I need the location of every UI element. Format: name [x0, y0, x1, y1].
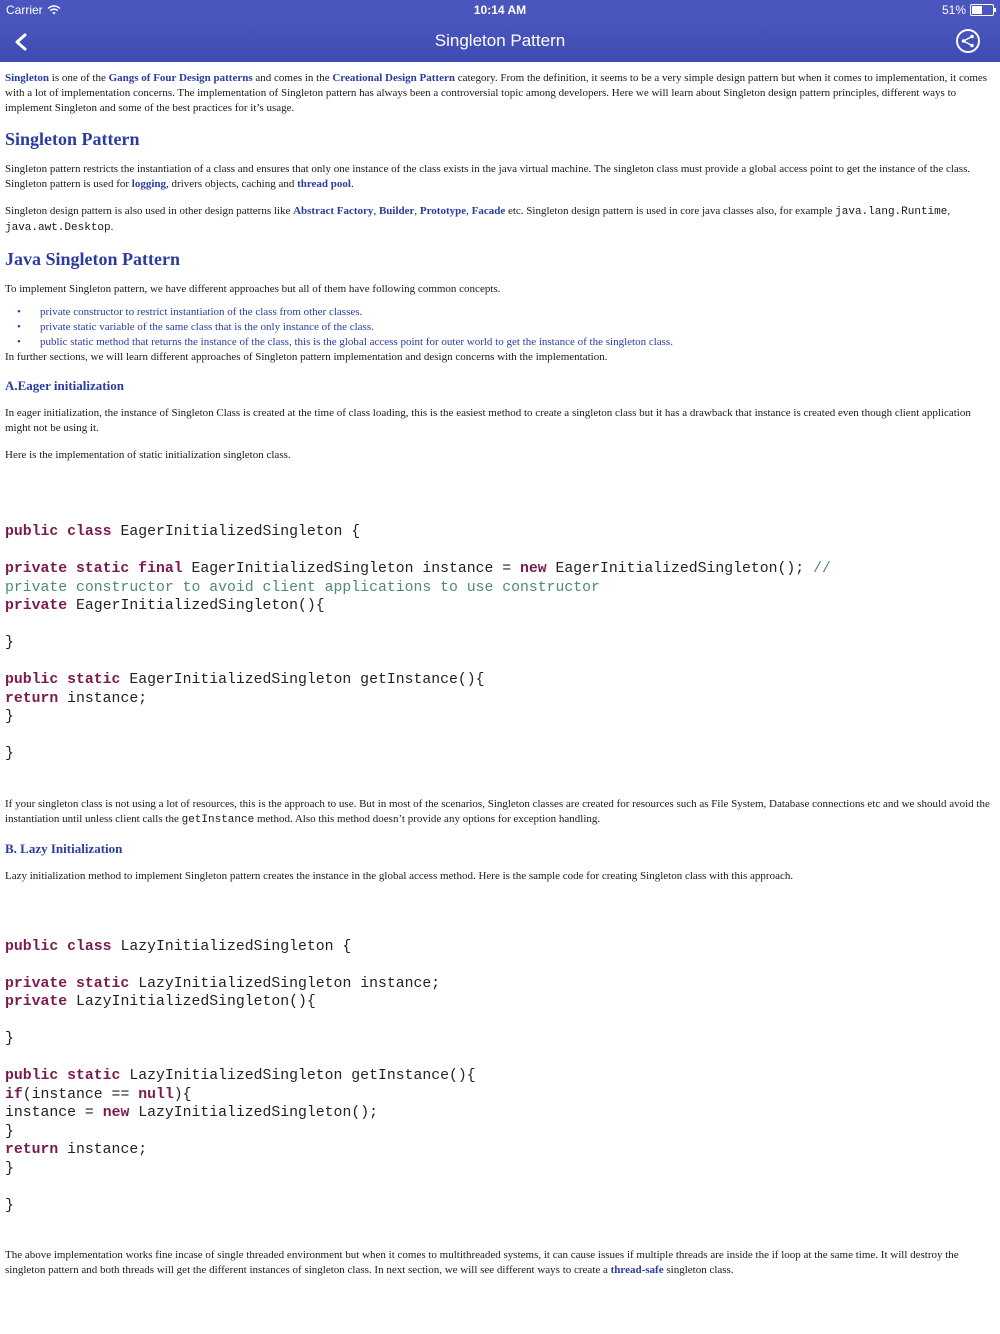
paragraph-further: In further sections, we will learn different approaches of Singleton pattern implementation and design concerns with the implementation. — [5, 351, 608, 363]
status-bar — [0, 0, 1000, 22]
code-text: LazyInitializedSingleton(); — [129, 1105, 378, 1121]
carrier-label: Carrier — [6, 3, 43, 17]
logging-link[interactable]: logging — [131, 178, 167, 190]
thread-safe-link[interactable]: thread-safe — [610, 1264, 664, 1276]
prototype-link[interactable]: Prototype — [419, 205, 467, 217]
code-text: instance; — [58, 1142, 148, 1158]
gof-link[interactable]: Gangs of Four Design patterns — [108, 72, 253, 84]
text: . — [110, 221, 114, 233]
facade-link[interactable]: Facade — [471, 205, 506, 217]
singleton-link[interactable]: Singleton — [5, 72, 50, 84]
code-text: EagerInitializedSingleton { — [111, 524, 361, 540]
text: , — [373, 205, 379, 217]
code-text: } — [5, 1197, 14, 1214]
code-text: } — [5, 709, 14, 725]
text: etc. Singleton design pattern is used in core java classes also, for example — [505, 205, 836, 217]
heading-lazy: B. Lazy Initialization — [5, 840, 123, 856]
thread-pool-link[interactable]: thread pool — [297, 178, 351, 190]
builder-link[interactable]: Builder — [378, 205, 415, 217]
code-text: } — [5, 1031, 14, 1047]
keyword: return — [5, 1142, 59, 1158]
code-text: (instance == — [22, 1086, 139, 1103]
code-text: } — [5, 1123, 14, 1140]
text: . — [350, 178, 354, 190]
list-item: • public static method that returns the instance of the class, this is the global access point for outer world to get the instance of the singleton class. — [40, 335, 990, 350]
text: , — [947, 205, 951, 217]
abstract-factory-link[interactable]: Abstract Factory — [293, 205, 374, 217]
share-icon — [955, 28, 981, 54]
keyword: null — [138, 1086, 174, 1103]
paragraph-eager-impl: Here is the implementation of static initialization singleton class. — [5, 449, 291, 461]
text: , — [466, 205, 472, 217]
code-text: } — [5, 635, 14, 651]
battery-icon — [970, 4, 994, 16]
paragraph-lazy-notes — [5, 1248, 990, 1278]
code-text: EagerInitializedSingleton(){ — [67, 598, 325, 614]
list-item: • private static variable of the same class that is the only instance of the class. — [40, 320, 990, 335]
code-text: EagerInitializedSingleton instance = — [182, 561, 521, 577]
code-text: LazyInitializedSingleton(){ — [67, 994, 316, 1010]
code-block-eager — [5, 523, 990, 764]
keyword: public class — [5, 524, 112, 540]
keyword: public static — [5, 672, 121, 688]
status-time: 10:14 AM — [473, 3, 527, 17]
paragraph-eager-notes — [5, 797, 990, 828]
inline-code-runtime: java.lang.Runtime — [835, 206, 948, 218]
heading-java-singleton: Java Singleton Pattern — [5, 249, 180, 269]
text: and comes in the — [252, 72, 333, 84]
code-text: LazyInitializedSingleton getInstance(){ — [120, 1068, 476, 1084]
code-text: instance; — [58, 690, 148, 707]
keyword: private — [5, 598, 68, 614]
code-text: EagerInitializedSingleton(); — [546, 561, 814, 577]
code-text: EagerInitializedSingleton getInstance(){ — [120, 672, 485, 688]
keyword: private static — [5, 975, 130, 992]
code-text: } — [5, 746, 14, 762]
paragraph-definition — [5, 162, 990, 192]
keyword: private — [5, 994, 68, 1010]
article-content — [5, 64, 990, 1290]
code-text: } — [5, 1160, 14, 1177]
keyword: return — [5, 690, 59, 707]
page-title: Singleton Pattern — [434, 31, 566, 50]
text: If your singleton class is not using a lot of resources, this is the approach to use. But in most of the scenarios, Singleton classes are created for resources such as File System, Database connections etc and we should avoid the instantiation until unless client calls the — [5, 797, 990, 825]
text: Singleton design pattern is also used in other design patterns like — [5, 205, 294, 217]
keyword: if — [5, 1086, 23, 1103]
text: is one of the — [49, 72, 109, 84]
concepts-list — [5, 305, 990, 350]
inline-code-desktop: java.awt.Desktop — [5, 222, 111, 234]
text: category. From the definition, it seems to be a very simple design pattern but when it comes to implementation, it comes with a lot of implementation concerns. The implementation of Singleton pattern has always been a controversial topic among developers. Here we will learn about Singleton design pattern principles, different ways to implement Singleton and some of the best practices for it’s usage. — [5, 72, 988, 114]
keyword: new — [520, 561, 547, 577]
list-item: • private constructor to restrict instantiation of the class from other classes. — [40, 305, 990, 320]
creational-link[interactable]: Creational Design Pattern — [332, 72, 455, 84]
share-button[interactable] — [955, 28, 981, 54]
code-text: LazyInitializedSingleton instance; — [129, 975, 441, 992]
keyword: new — [102, 1105, 130, 1121]
battery-percent: 51% — [941, 3, 966, 17]
intro-paragraph — [5, 71, 990, 116]
keyword: public class — [5, 938, 112, 955]
paragraph-lazy: Lazy initialization method to implement Singleton pattern creates the instance in the global access method. Here is the sample code for creating Singleton class with this approach. — [5, 869, 794, 882]
text: method. Also this method doesn’t provide any options for exception handling. — [254, 812, 601, 825]
code-comment: // — [813, 561, 831, 577]
code-comment: private constructor to avoid client applications to use constructor — [5, 579, 600, 596]
paragraph-usage — [5, 204, 990, 236]
paragraph-concepts-intro: To implement Singleton pattern, we have different approaches but all of them have following common concepts. — [5, 283, 501, 295]
text: , drivers objects, caching and — [166, 178, 298, 190]
status-right — [942, 3, 994, 17]
code-text: instance = — [5, 1105, 103, 1121]
keyword: private static final — [5, 561, 183, 577]
code-block-lazy — [5, 938, 990, 1216]
code-text: ){ — [173, 1086, 192, 1103]
code-text: LazyInitializedSingleton { — [111, 938, 352, 955]
nav-bar — [0, 22, 1000, 62]
text: , — [414, 205, 420, 217]
text: The above implementation works fine incase of single threaded environment but when it comes to multithreaded systems, it can cause issues if multiple threads are inside the if loop at the same time. It will destroy the singleton pattern and both threads will get the different instances of singleton class. In next section, we will see different ways to create a — [5, 1249, 959, 1276]
heading-singleton-pattern: Singleton Pattern — [5, 129, 140, 149]
text: singleton class. — [663, 1264, 734, 1276]
battery-fill — [972, 6, 982, 14]
text: Singleton pattern restricts the instantiation of a class and ensures that only one instance of the class exists in the java virtual machine. The singleton class must provide a global access point to get the instance of the class. Singleton pattern is used for — [5, 163, 971, 190]
keyword: public static — [5, 1068, 121, 1084]
inline-code-getinstance: getInstance — [181, 813, 255, 826]
paragraph-eager: In eager initialization, the instance of Singleton Class is created at the time of class loading, this is the easiest method to create a singleton class but it has a drawback that instance is created even though client application might not be using it. — [5, 407, 971, 434]
heading-eager: A.Eager initialization — [5, 378, 124, 393]
